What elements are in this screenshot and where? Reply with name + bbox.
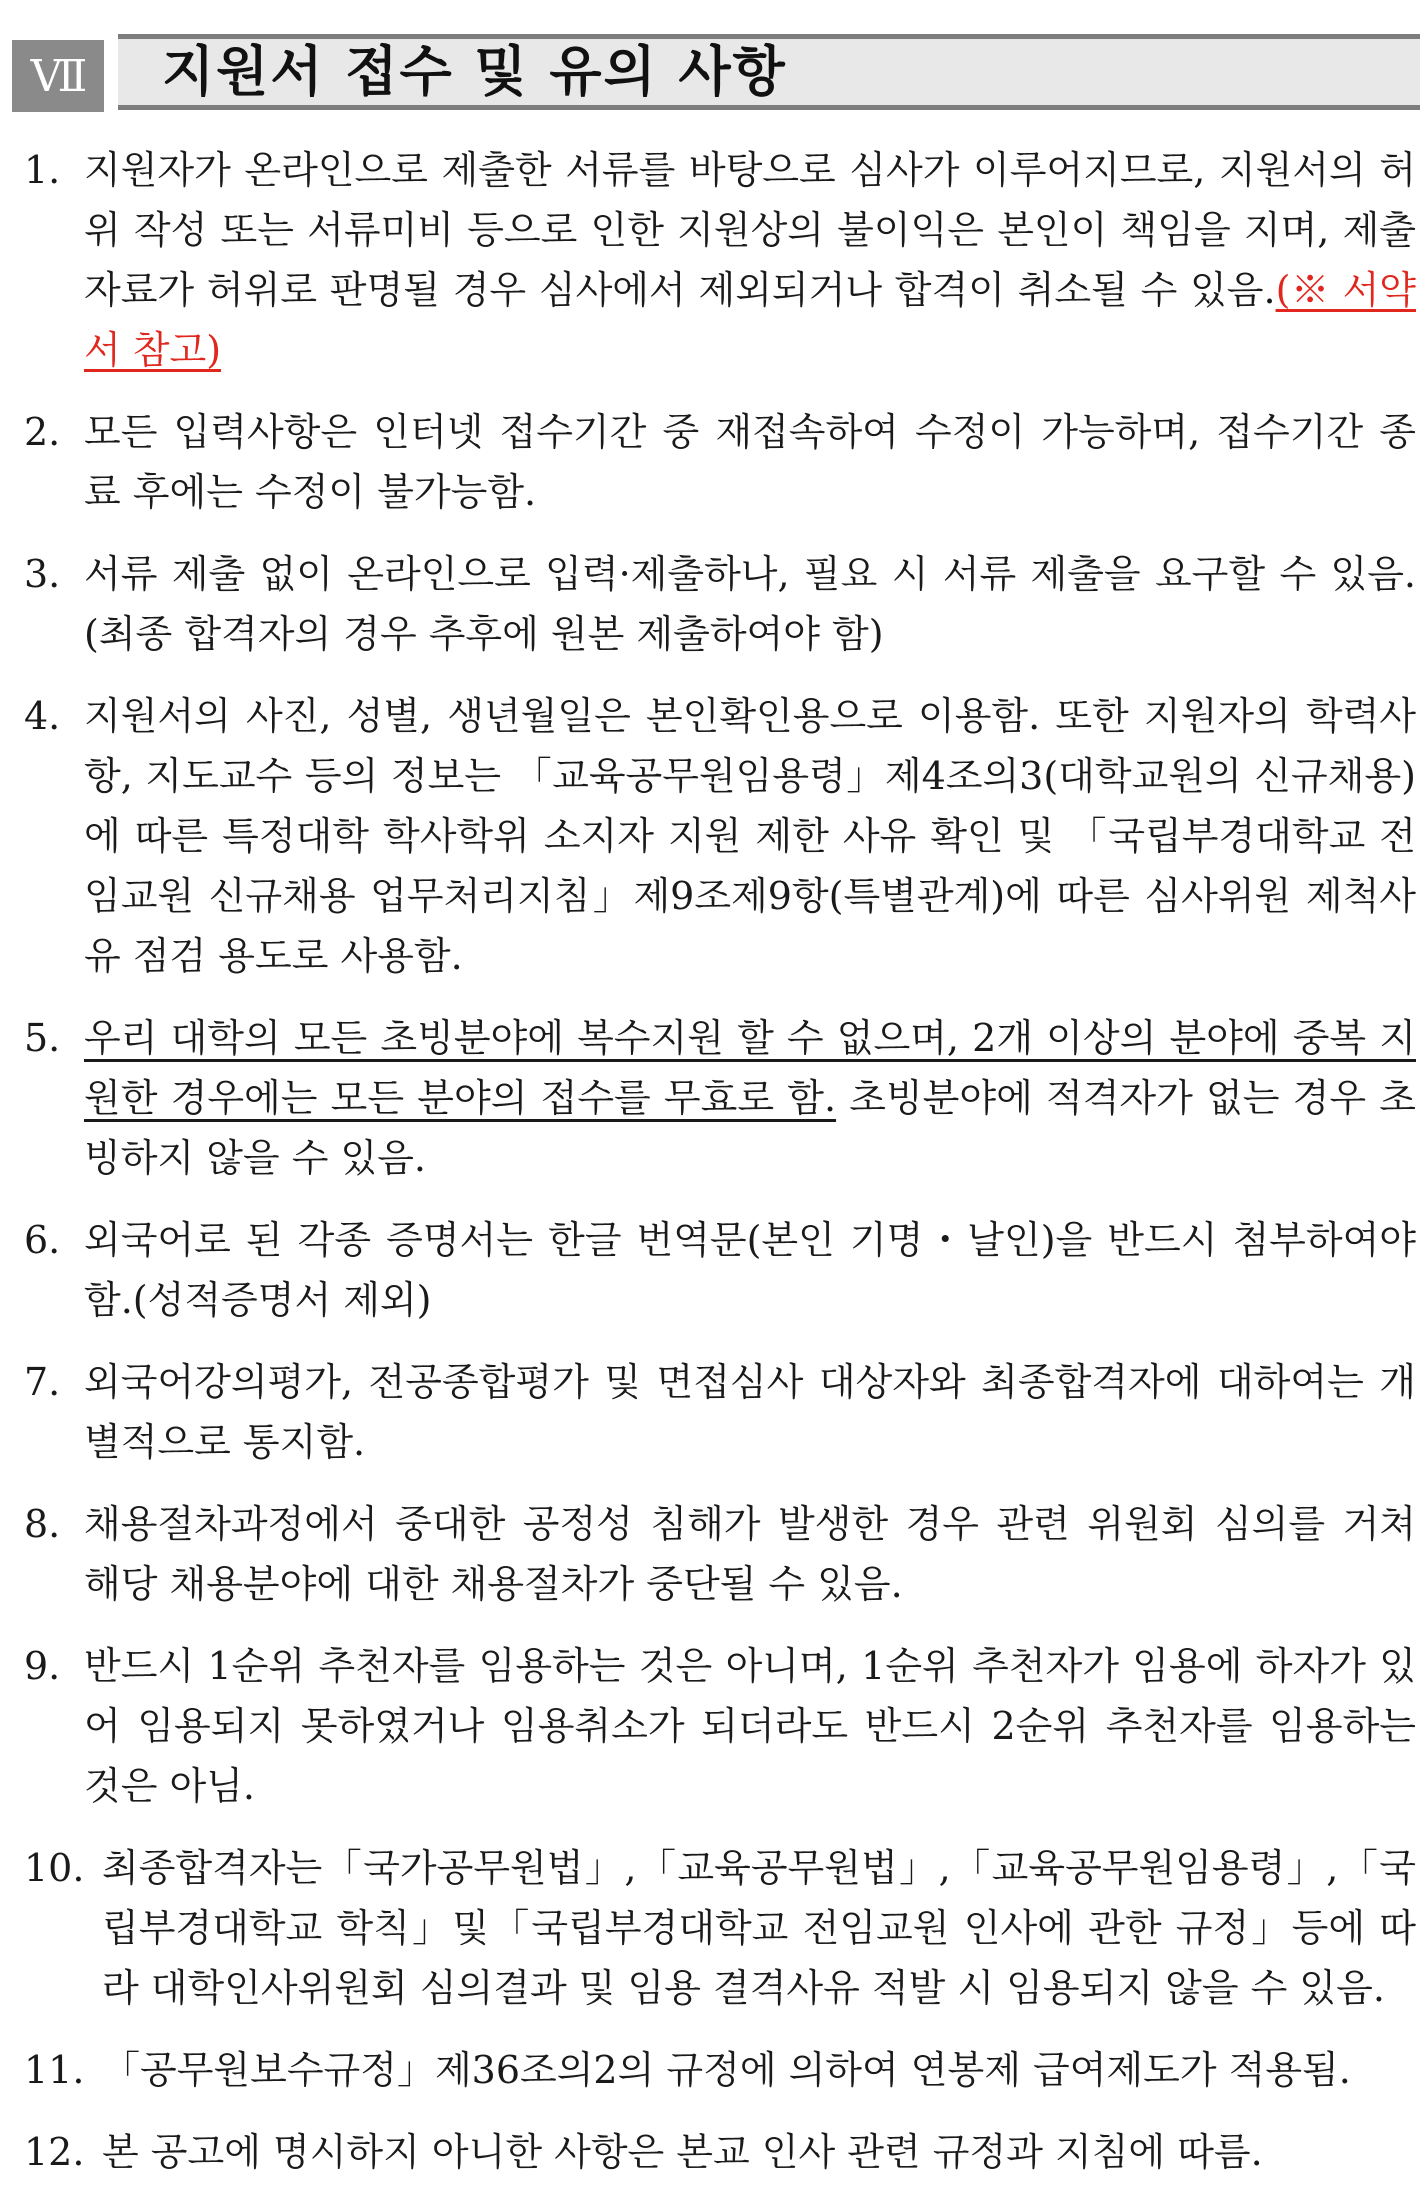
item-number: 2. (24, 410, 61, 454)
item-number: 10. (24, 1846, 85, 1890)
item-text: 최종합격자는「국가공무원법」,「교육공무원법」,「교육공무원임용령」,「국립부경대학교 학칙」및「국립부경대학교 전임교원 인사에 관한 규정」등에 따라 대학인사위원회 심의결과 및 임용 결격사유 적발 시 임용되지 않을 수 있음. (102, 1846, 1416, 2010)
item-number: 7. (24, 1360, 61, 1404)
item-number: 9. (24, 1644, 61, 1688)
list-item (24, 140, 1416, 380)
notice-list (24, 140, 1416, 2204)
item-text: 서류 제출 없이 온라인으로 입력·제출하나, 필요 시 서류 제출을 요구할 수 있음. (최종 합격자의 경우 추후에 원본 제출하여야 함) (84, 552, 1416, 656)
list-item (24, 2040, 1416, 2100)
list-item (24, 402, 1416, 522)
item-number: 8. (24, 1502, 61, 1546)
item-number: 3. (24, 552, 61, 596)
item-text: 외국어강의평가, 전공종합평가 및 면접심사 대상자와 최종합격자에 대하여는 개별적으로 통지함. (84, 1360, 1416, 1464)
item-text: 우리 대학의 모든 초빙분야에 복수지원 할 수 없으며, 2개 이상의 분야에 중복 지원한 경우에는 모든 분야의 접수를 무효로 함. 초빙분야에 적격자가 없는 경우 초빙하지 않을 수 있음. (84, 1016, 1416, 1180)
item-number: 6. (24, 1218, 61, 1262)
list-item (24, 1636, 1416, 1816)
list-item (24, 1210, 1416, 1330)
item-text: 채용절차과정에서 중대한 공정성 침해가 발생한 경우 관련 위원회 심의를 거쳐 해당 채용분야에 대한 채용절차가 중단될 수 있음. (84, 1502, 1416, 1606)
list-item (24, 1838, 1416, 2018)
pledge-reference-note: (※ 서약서 참고) (84, 268, 1417, 372)
section-header (12, 34, 1420, 116)
underlined-warning: 우리 대학의 모든 초빙분야에 복수지원 할 수 없으며, 2개 이상의 분야에 중복 지원한 경우에는 모든 분야의 접수를 무효로 함. (84, 1016, 1416, 1120)
item-text: 모든 입력사항은 인터넷 접수기간 중 재접속하여 수정이 가능하며, 접수기간 종료 후에는 수정이 불가능함. (84, 410, 1416, 514)
item-number: 5. (24, 1016, 61, 1060)
item-text: 반드시 1순위 추천자를 임용하는 것은 아니며, 1순위 추천자가 임용에 하자가 있어 임용되지 못하였거나 임용취소가 되더라도 반드시 2순위 추천자를 임용하는 것은 아님. (84, 1644, 1416, 1808)
list-item (24, 2122, 1416, 2182)
list-item (24, 1008, 1416, 1188)
item-number: 4. (24, 694, 61, 738)
item-number: 11. (24, 2048, 85, 2092)
list-item (24, 1352, 1416, 1472)
item-text: 지원자가 온라인으로 제출한 서류를 바탕으로 심사가 이루어지므로, 지원서의 허위 작성 또는 서류미비 등으로 인한 지원상의 불이익은 본인이 책임을 지며, 제출자료가 허위로 판명될 경우 심사에서 제외되거나 합격이 취소될 수 있음.(※ 서약서 참고) (84, 148, 1417, 372)
section-title: 지원서 접수 및 유의 사항 (162, 40, 787, 103)
list-item (24, 544, 1416, 664)
item-text: 「공무원보수규정」제36조의2의 규정에 의하여 연봉제 급여제도가 적용됨. (102, 2048, 1351, 2092)
list-item (24, 686, 1416, 986)
item-number: 12. (24, 2130, 85, 2174)
section-number-badge: Ⅶ (12, 40, 104, 112)
item-text: 본 공고에 명시하지 아니한 사항은 본교 인사 관련 규정과 지침에 따름. (102, 2130, 1263, 2174)
list-item (24, 1494, 1416, 1614)
item-text: 외국어로 된 각종 증명서는 한글 번역문(본인 기명・날인)을 반드시 첨부하여야 함.(성적증명서 제외) (84, 1218, 1416, 1322)
item-number: 1. (24, 148, 61, 192)
item-text: 지원서의 사진, 성별, 생년월일은 본인확인용으로 이용함. 또한 지원자의 학력사항, 지도교수 등의 정보는 「교육공무원임용령」제4조의3(대학교원의 신규채용)에 따른 특정대학 학사학위 소지자 지원 제한 사유 확인 및 「국립부경대학교 전임교원 신규채용 업무처리지침」제9조제9항(특별관계)에 따른 심사위원 제척사유 점검 용도로 사용함. (84, 694, 1416, 978)
